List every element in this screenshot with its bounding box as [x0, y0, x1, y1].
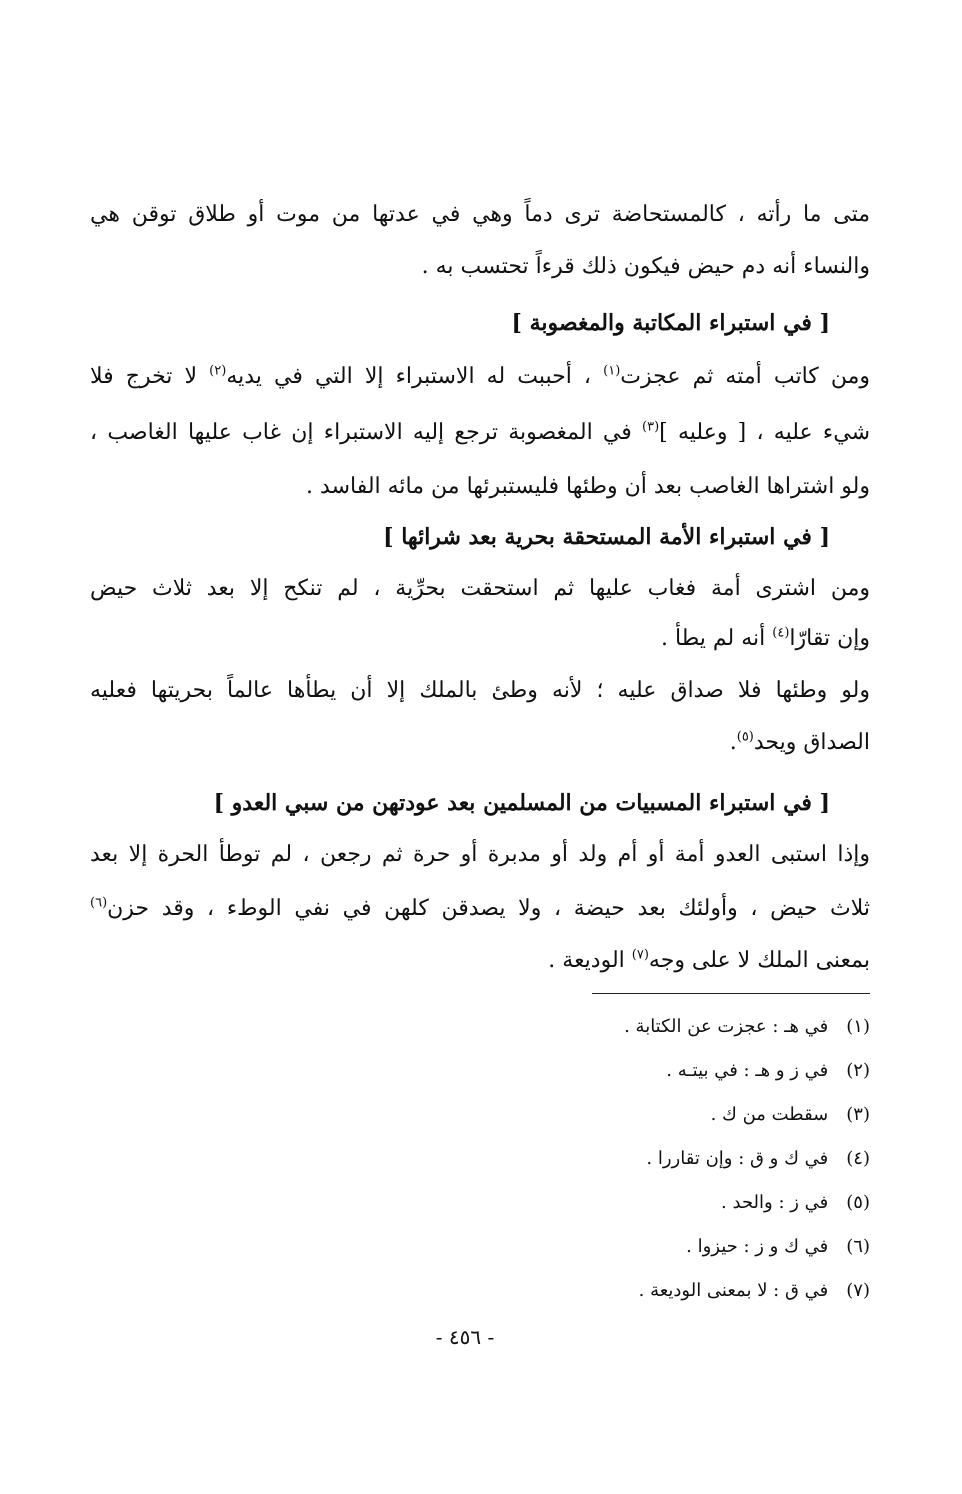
footnote-ref: (٥) [736, 729, 754, 745]
footnote-number: (٤) [846, 1148, 870, 1169]
footnote-ref: (٤) [772, 625, 790, 641]
footnote-text: في ك و ز : حيزوا . [686, 1236, 829, 1257]
text-line: ثلاث حيض ، وأولئك بعد حيضة ، ولا يصدقن كلهن في نفي الوطء ، وقد حزن$^{(٦)}$ [90, 895, 870, 921]
footnote-item [686, 1234, 870, 1260]
footnote-ref: (٢) [209, 363, 227, 379]
page-number: - ٤٥٦ - [435, 1325, 495, 1349]
footnote-text: سقطت من ك . [710, 1104, 829, 1125]
section-heading: [ في استبراء الأمة المستحقة بحرية بعد شرائها ] [383, 524, 830, 550]
footnote-separator [592, 993, 870, 994]
section-heading: [ في استبراء المسبيات من المسلمين بعد عودتهن من سبي العدو ] [213, 790, 830, 816]
text-line: الصداق ويحد$^{(٥)}$. [729, 729, 870, 755]
footnote-text: في ز و هـ : في بيتـه . [666, 1060, 829, 1081]
footnote-ref: (٧) [631, 947, 649, 963]
text-line: ولو وطئها فلا صداق عليه ؛ لأنه وطئ بالملك إلا أن يطأها عالماً بحريتها فعليه [90, 678, 870, 703]
text-line: شيء عليه ، [ وعليه ]$^{(٣)}$ في المغصوبة ترجع إليه الاستبراء إن غاب عليها الغاصب ، [90, 419, 870, 445]
footnote-number: (٥) [846, 1192, 870, 1213]
section-heading: [ في استبراء المكاتبة والمغصوبة ] [511, 310, 830, 336]
footnote-ref: (٦) [90, 895, 108, 911]
footnote-item [639, 1278, 870, 1304]
text-line: وإذا استبى العدو أمة أو أم ولد أو مدبرة أو حرة ثم رجعن ، لم توطأ الحرة إلا بعد [90, 842, 870, 867]
footnote-number: (٢) [846, 1060, 870, 1081]
footnote-number: (٣) [846, 1104, 870, 1125]
footnote-number: (٧) [846, 1280, 870, 1301]
footnote-text: في ق : لا بمعنى الوديعة . [638, 1280, 829, 1301]
text-line: ومن كاتب أمته ثم عجزت$^{(١)}$ ، أحببت له الاستبراء إلا التي في يديه$^{(٢)}$ لا تخرج فلا [90, 363, 871, 389]
text-line: ولو اشتراها الغاصب بعد أن وطئها فليستبرئها من مائه الفاسد . [306, 474, 870, 499]
footnote-item [721, 1190, 870, 1216]
footnote-number: (٦) [846, 1236, 870, 1257]
footnote-ref: (١) [603, 363, 621, 379]
main-text [90, 0, 870, 1000]
text-line: والنساء أنه دم حيض فيكون ذلك قرءاً تحتسب به . [421, 254, 870, 279]
text-line: بمعنى الملك لا على وجه$^{(٧)}$ الوديعة . [548, 947, 870, 973]
footnote-item [711, 1102, 870, 1128]
footnote-item [646, 1146, 870, 1172]
footnote-text: في ز : والحد . [721, 1192, 829, 1213]
footnote-text: في هـ : عجزت عن الكتابة . [624, 1016, 829, 1037]
footnote-ref: (٣) [642, 419, 660, 435]
text-line: متى ما رأته ، كالمستحاضة ترى دماً وهي في عدتها من موت أو طلاق توقن هي [90, 202, 870, 227]
footnote-number: (١) [846, 1016, 870, 1037]
footnote-item [624, 1014, 870, 1040]
footnote-text: في ك و ق : وإن تقاررا . [646, 1148, 829, 1169]
footnote-item [666, 1058, 870, 1084]
text-line: ومن اشترى أمة فغاب عليها ثم استحقت بحرِّية ، لم تنكح إلا بعد ثلاث حيض [90, 576, 870, 601]
text-line: وإن تقارّا$^{(٤)}$ أنه لم يطأ . [661, 625, 870, 651]
